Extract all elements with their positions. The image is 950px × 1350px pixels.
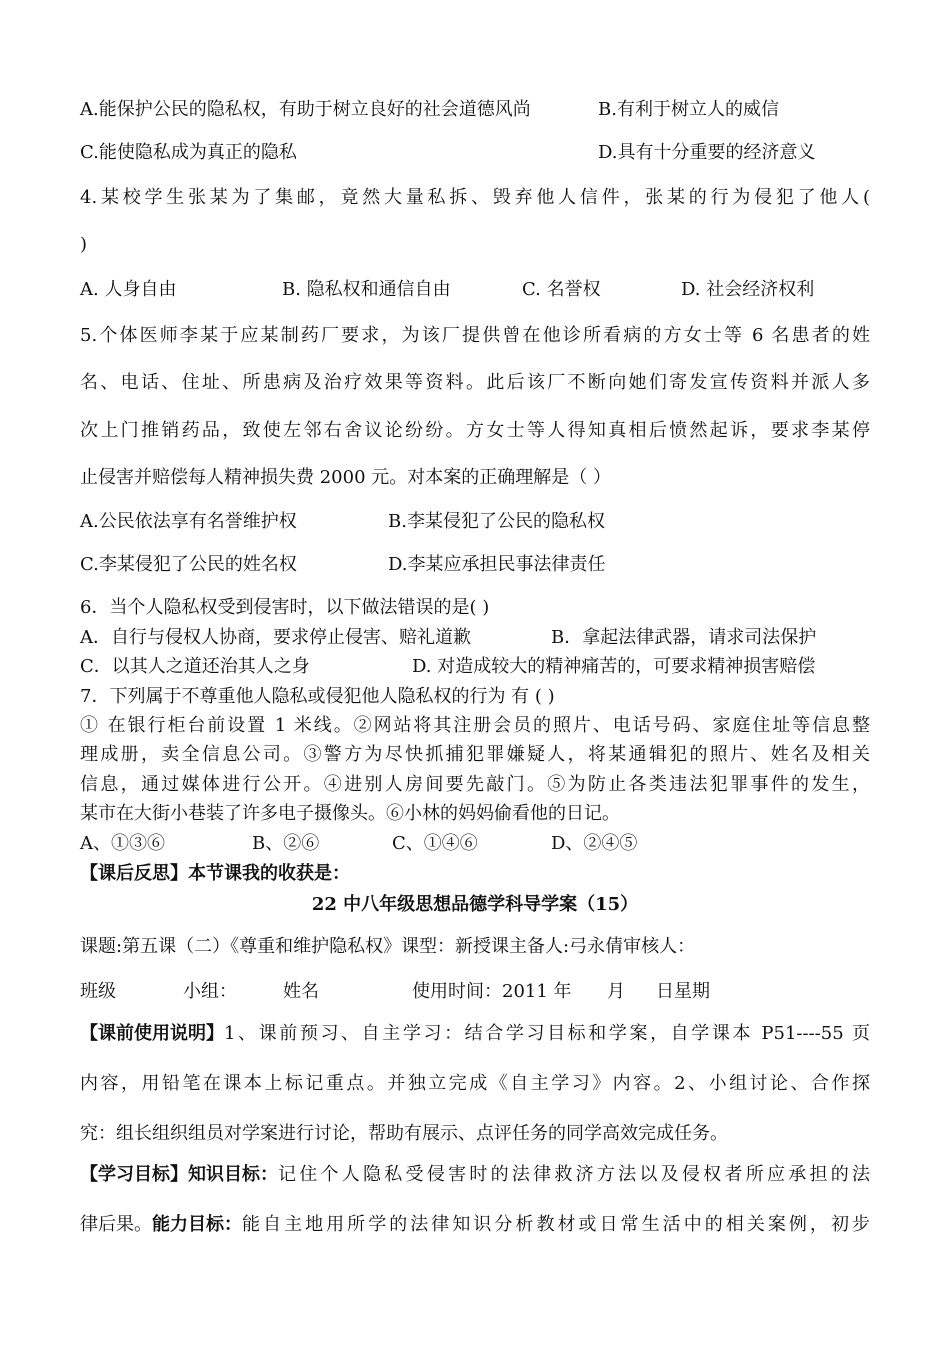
q6-option-b: B．拿起法律武器，请求司法保护 bbox=[551, 627, 817, 648]
q7-stem: 7．下列属于不尊重他人隐私或侵犯他人隐私权的行为 有 ( ) bbox=[80, 686, 555, 707]
q4-option-b: B. 隐私权和通信自由 bbox=[282, 279, 451, 300]
class-label: 班级 bbox=[80, 981, 116, 1002]
ability-goal-label: 能力目标： bbox=[152, 1214, 242, 1235]
usage-text: 1、课前预习、自主学习：结合学习目标和学案，自学课本 P51----55 页 bbox=[224, 1023, 870, 1044]
knowledge-goal-label: 知识目标： bbox=[188, 1164, 278, 1185]
q4-stem-close: ) bbox=[80, 234, 88, 255]
q5-stem-line: 次上门推销药品，致使左邻右舍议论纷纷。方女士等人得知真相后愤然起诉，要求李某停 bbox=[80, 420, 870, 441]
q7-option-a: A、①③⑥ bbox=[80, 833, 165, 854]
q5-stem-line: 5.个体医师李某于应某制药厂要求，为该厂提供曾在他诊所看病的方女士等 6 名患者的姓 bbox=[80, 325, 870, 346]
q6-option-d: D. 对造成较大的精神痛苦的，可要求精神损害赔偿 bbox=[412, 656, 816, 677]
goals-line bbox=[80, 1163, 870, 1187]
q7-statement-line: 理成册，卖全信息公司。③警方为尽快抓捕犯罪嫌疑人，将某通辑犯的照片、姓名及相关 bbox=[80, 744, 870, 765]
q3-option-a: A.能保护公民的隐私权，有助于树立良好的社会道德风尚 bbox=[80, 99, 531, 120]
time-label: 使用时间：2011 年 bbox=[412, 981, 572, 1002]
q5-stem-line: 名、电话、住址、所患病及治疗效果等资料。此后该厂不断向她们寄发宣传资料并派人多 bbox=[80, 372, 870, 393]
q3-option-d: D.具有十分重要的经济意义 bbox=[598, 142, 816, 163]
q4-option-d: D. 社会经济权利 bbox=[681, 279, 815, 300]
q6-stem: 6．当个人隐私权受到侵害时，以下做法错误的是( ) bbox=[80, 597, 490, 618]
usage-line: 内容，用铅笔在课本上标记重点。并独立完成《自主学习》内容。2、小组讨论、合作探 bbox=[80, 1073, 870, 1094]
knowledge-goal-text-end: 律后果。 bbox=[80, 1214, 152, 1235]
group-label: 小组： bbox=[183, 981, 237, 1002]
reflection-heading: 【课后反思】本节课我的收获是： bbox=[80, 863, 350, 884]
q6-option-a: A．自行与侵权人协商，要求停止侵害、赔礼道歉 bbox=[80, 627, 471, 648]
month-label: 月 bbox=[607, 981, 625, 1002]
usage-heading: 【课前使用说明】 bbox=[80, 1023, 224, 1044]
lesson-info: 课题:第五课（二）《尊重和维护隐私权》课型：新授课主备人:弓永倩审核人： bbox=[80, 936, 696, 957]
q7-option-d: D、②④⑤ bbox=[551, 833, 638, 854]
q4-option-c: C. 名誉权 bbox=[522, 279, 601, 300]
ability-goal-text: 能自主地用所学的法律知识分析教材或日常生活中的相关案例，初步 bbox=[242, 1214, 870, 1235]
day-label: 日星期 bbox=[656, 981, 710, 1002]
q7-statement-line: 信息，通过媒体进行公开。④进别人房间要先敲门。⑤为防止各类违法犯罪事件的发生， bbox=[80, 774, 870, 795]
usage-line bbox=[80, 1022, 870, 1046]
usage-line: 究：组长组织组员对学案进行讨论，帮助有展示、点评任务的同学高效完成任务。 bbox=[80, 1123, 728, 1144]
q5-option-d: D.李某应承担民事法律责任 bbox=[388, 554, 606, 575]
q3-option-b: B.有利于树立人的威信 bbox=[598, 99, 779, 120]
q5-stem-line: 止侵害并赔偿每人精神损失费 2000 元。对本案的正确理解是（ ） bbox=[80, 467, 611, 488]
goals-line bbox=[80, 1213, 870, 1237]
q5-option-a: A.公民依法享有名誉维护权 bbox=[80, 511, 297, 532]
knowledge-goal-text: 记住个人隐私受侵害时的法律救济方法以及侵权者所应承担的法 bbox=[278, 1164, 870, 1185]
q4-stem: 4.某校学生张某为了集邮，竟然大量私拆、毁弃他人信件，张某的行为侵犯了他人( bbox=[80, 187, 870, 208]
q6-option-c: C．以其人之道还治其人之身 bbox=[80, 656, 310, 677]
goals-heading: 【学习目标】 bbox=[80, 1164, 188, 1185]
q4-option-a: A. 人身自由 bbox=[80, 279, 177, 300]
q5-option-c: C.李某侵犯了公民的姓名权 bbox=[80, 554, 297, 575]
q7-statement-line: ① 在银行柜台前设置 1 米线。②网站将其注册会员的照片、电话号码、家庭住址等信息整 bbox=[80, 715, 870, 736]
q5-option-b: B.李某侵犯了公民的隐私权 bbox=[388, 511, 605, 532]
q7-option-c: C、①④⑥ bbox=[392, 833, 478, 854]
worksheet-title: 22 中八年级思想品德学科导学案（15） bbox=[311, 894, 639, 915]
q7-option-b: B、②⑥ bbox=[252, 833, 320, 854]
name-label: 姓名 bbox=[283, 981, 319, 1002]
q3-option-c: C.能使隐私成为真正的隐私 bbox=[80, 142, 297, 163]
q7-statement-line: 某市在大街小巷装了许多电子摄像头。⑥小林的妈妈偷看他的日记。 bbox=[80, 803, 620, 824]
